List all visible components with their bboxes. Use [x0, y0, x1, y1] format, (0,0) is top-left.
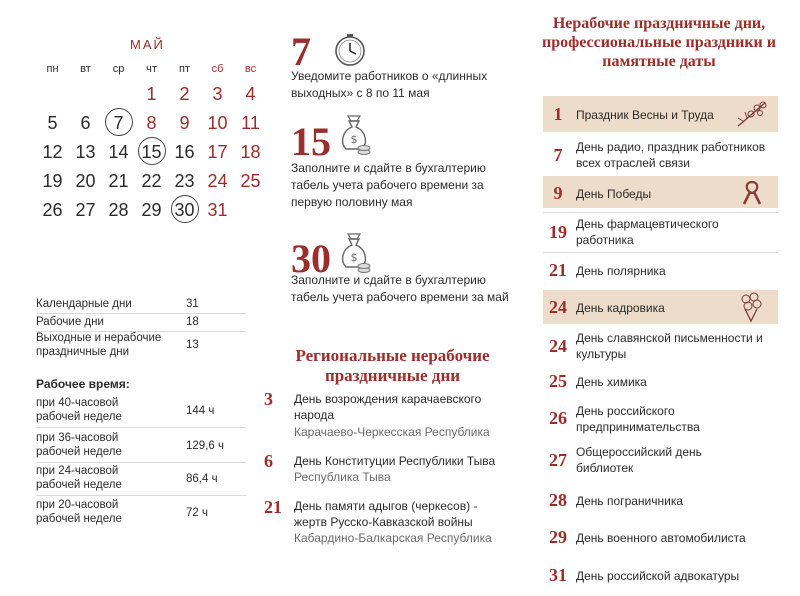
calendar-day: 28	[108, 200, 129, 220]
calendar-day: 26	[42, 200, 63, 220]
calendar-day: 19	[42, 171, 63, 191]
money-bag-icon	[336, 113, 372, 162]
weekday-header	[36, 58, 267, 80]
calendar-week	[36, 167, 267, 196]
calendar-day: 29	[141, 200, 162, 220]
calendar-day: 23	[174, 171, 195, 191]
divider	[543, 252, 778, 253]
calendar-day: 22	[141, 171, 162, 191]
holiday-name: День славянской письменности и культуры	[576, 331, 763, 361]
regional-region: Карачаево-Черкесская Республика	[294, 425, 490, 439]
deadline-day: 30	[291, 236, 331, 281]
calendar-day: 2	[179, 84, 190, 104]
calendar-month: МАЙ	[130, 37, 165, 52]
work-time-value: 129,6 ч	[186, 440, 224, 452]
calendar-day: 14	[108, 142, 129, 162]
calendar-day: 31	[207, 200, 228, 220]
stats-label: Календарные дни	[36, 298, 132, 310]
regional-day: 6	[264, 451, 273, 471]
flower-branch-icon	[735, 99, 769, 134]
calendar-day: 24	[207, 171, 228, 191]
holiday-name: День химика	[576, 375, 647, 389]
calendar-day-marked: 30	[168, 200, 201, 221]
holiday-name: Общероссийский день библиотек	[576, 445, 702, 475]
holiday-name: Праздник Весны и Труда	[576, 108, 714, 122]
work-time-value: 72 ч	[186, 507, 208, 519]
svg-text:$: $	[350, 251, 358, 264]
calendar-grid	[36, 58, 267, 225]
weekday-label: ср	[112, 63, 125, 75]
divider	[543, 212, 778, 213]
holidays-title: Нерабочие праздничные дни, профессиональные праздники и памятные даты	[542, 15, 776, 70]
deadline-text: Заполните и сдайте в бухгалтерию табель учета рабочего времени за май	[291, 273, 509, 304]
calendar-day: 25	[240, 171, 261, 191]
weekday-label: вт	[80, 63, 91, 75]
calendar-day: 21	[108, 171, 129, 191]
holiday-name: День полярника	[576, 264, 666, 278]
holiday-name: День радио, праздник работников всех отраслей связи	[576, 140, 766, 170]
calendar-day: 6	[80, 113, 91, 133]
holiday-day: 19	[549, 222, 567, 242]
calendar-day-marked: 7	[102, 113, 135, 134]
holiday-name: День Победы	[576, 187, 652, 201]
regional-name: День памяти адыгов (черкесов) - жертв Русско-Кавказской войны	[294, 499, 478, 529]
holiday-day: 27	[549, 450, 567, 470]
holiday-day: 24	[549, 336, 567, 356]
regional-region: Республика Тыва	[294, 470, 391, 484]
calendar-day: 9	[179, 113, 190, 133]
regional-name: День возрождения карачаевского народа	[294, 392, 482, 422]
holiday-name: День кадровика	[576, 301, 665, 315]
work-time-value: 86,4 ч	[186, 473, 218, 485]
calendar-day: 11	[241, 113, 260, 133]
holiday-day: 26	[549, 408, 567, 428]
holiday-day: 1	[553, 104, 563, 124]
calendar-day: 20	[75, 171, 96, 191]
regional-day: 21	[264, 497, 282, 517]
work-time-title: Рабочее время:	[36, 377, 130, 391]
weekday-label: пн	[46, 63, 59, 75]
deadline-text: Заполните и сдайте в бухгалтерию табель учета рабочего времени за первую половину мая	[291, 161, 486, 209]
holiday-name: День российской адвокатуры	[576, 569, 740, 583]
holiday-day: 29	[549, 527, 567, 547]
calendar-day: 18	[240, 142, 261, 162]
calendar-day: 4	[245, 84, 256, 104]
work-time-value: 144 ч	[186, 405, 215, 417]
regional-region: Кабардино-Балкарская Республика	[294, 531, 492, 545]
work-time-label: при 36-часовой рабочей неделе	[36, 432, 122, 458]
stats-row	[36, 331, 246, 360]
work-time-row	[36, 498, 246, 529]
deadline-day: 15	[291, 119, 331, 164]
calendar-day: 16	[174, 142, 195, 162]
holiday-day: 21	[549, 260, 567, 280]
calendar-week	[36, 109, 267, 138]
work-time-row	[36, 464, 246, 496]
ribbon-icon	[741, 179, 763, 211]
holiday-day: 25	[549, 371, 567, 391]
bouquet-icon	[737, 291, 765, 328]
stats-row	[36, 315, 246, 332]
stats-label: Рабочие дни	[36, 316, 104, 328]
calendar-day: 8	[146, 113, 157, 133]
calendar-week	[36, 196, 267, 225]
work-time-label: при 40-часовой рабочей неделе	[36, 397, 122, 423]
weekday-label: чт	[146, 63, 157, 75]
stats-value: 31	[186, 298, 199, 310]
weekday-label: пт	[179, 63, 190, 75]
calendar-week	[36, 80, 267, 109]
deadline-day: 7	[291, 29, 311, 74]
regional-title: Региональные нерабочие праздничные дни	[295, 346, 490, 385]
work-time-label: при 24-часовой рабочей неделе	[36, 465, 122, 491]
regional-name: День Конституции Республики Тыва	[294, 454, 496, 468]
calendar-day: 3	[212, 84, 223, 104]
holiday-day: 28	[549, 490, 567, 510]
holiday-day: 24	[549, 297, 567, 317]
regional-day: 3	[264, 389, 273, 409]
calendar-day: 17	[207, 142, 228, 162]
weekday-label: сб	[211, 63, 224, 75]
stats-value: 13	[186, 339, 199, 351]
holiday-day: 7	[553, 145, 563, 165]
holiday-day: 31	[549, 565, 567, 585]
work-time-row	[36, 396, 246, 428]
holiday-day: 9	[553, 183, 563, 203]
holiday-name: День фармацевтического работника	[576, 217, 719, 247]
svg-text:$: $	[350, 133, 358, 146]
calendar-day-marked: 15	[135, 142, 168, 163]
holiday-name: День пограничника	[576, 494, 684, 508]
calendar-day: 10	[207, 113, 228, 133]
calendar-day: 27	[75, 200, 96, 220]
stats-row	[36, 297, 246, 314]
calendar-day: 5	[47, 113, 58, 133]
calendar-day: 1	[146, 84, 157, 104]
work-time-label: при 20-часовой рабочей неделе	[36, 499, 122, 525]
holiday-name: День военного автомобилиста	[576, 531, 746, 545]
calendar-day: 13	[75, 142, 96, 162]
work-time-row	[36, 431, 246, 463]
stats-label: Выходные и нерабочие праздничные дни	[36, 332, 162, 358]
stats-value: 18	[186, 316, 199, 328]
calendar-day: 12	[42, 142, 63, 162]
deadline-text: Уведомите работников о «длинных выходных» с 8 по 11 мая	[291, 69, 488, 100]
holiday-name: День российского предпринимательства	[576, 404, 700, 434]
weekday-label: вс	[244, 63, 257, 75]
calendar-week	[36, 138, 267, 167]
